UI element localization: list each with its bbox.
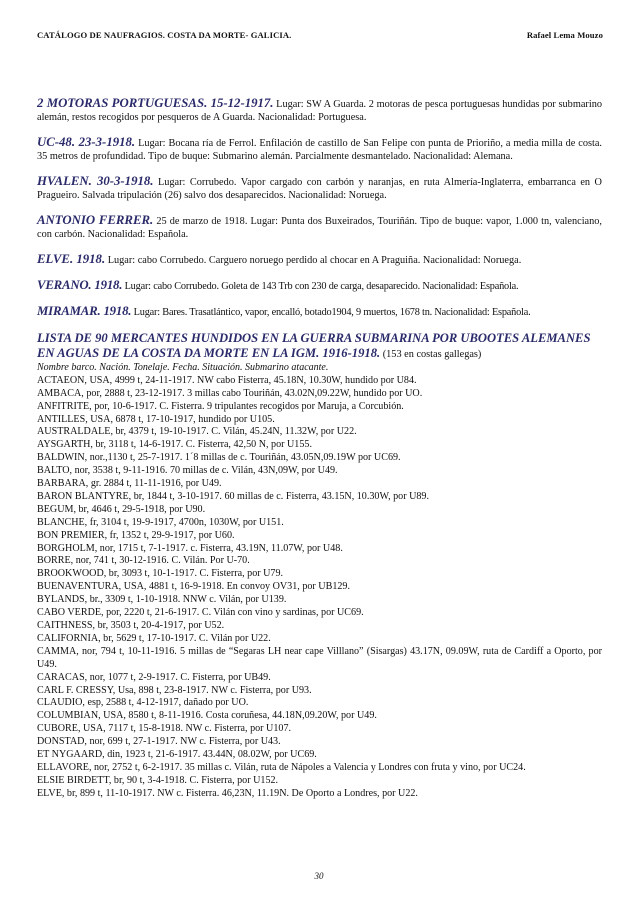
- list-item: ANTILLES, USA, 6878 t, 17-10-1917, hundido por U105.: [37, 413, 275, 425]
- ship-list: [37, 375, 602, 801]
- list-item: BUENAVENTURA, USA, 4881 t, 16-9-1918. En convoy OV31, por UB129.: [37, 581, 350, 593]
- list-item: COLUMBIAN, USA, 8580 t, 8-11-1916. Costa coruñesa, 44.18N,09.20W, por U49.: [37, 710, 377, 722]
- list-item: ACTAEON, USA, 4999 t, 24-11-1917. NW cabo Fisterra, 45.18N, 10.30W, hundido por U84.: [37, 374, 417, 386]
- list-item: CALIFORNIA, br, 5629 t, 17-10-1917. C. Vilán por U22.: [37, 632, 271, 644]
- list-item: BARON BLANTYRE, br, 1844 t, 3-10-1917. 60 millas de c. Fisterra, 43.15N, 10.30W, por U89.: [37, 490, 430, 502]
- list-item: BORGHOLM, nor, 1715 t, 7-1-1917. c. Fisterra, 43.19N, 11.07W, por U48.: [37, 542, 343, 554]
- list-title-text: LISTA DE 90 MERCANTES HUNDIDOS EN LA GUERRA SUBMARINA POR UBOOTES ALEMANES EN AGUAS DE LA COSTA DA MORTE EN LA IGM. 1916-1918.: [37, 331, 591, 360]
- list-item: CARACAS, nor, 1077 t, 2-9-1917. C. Fisterra, por UB49.: [37, 671, 271, 683]
- list-item: ET NYGAARD, din, 1923 t, 21-6-1917. 43.44N, 08.02W, por UC69.: [37, 749, 317, 761]
- list-item: CABO VERDE, por, 2220 t, 21-6-1917. C. Vilán con vino y sardinas, por UC69.: [37, 607, 364, 619]
- page-content: [37, 97, 602, 801]
- entry-body: Lugar: Bocana ría de Ferrol. Enfilación de castillo de San Felipe con punta de Prioriño, a media milla de costa. 35 metros de profundidad. Tipo de buque: Submarino alemán. Parcialmente desmantelado. Nacionalidad: Alemana.: [37, 138, 603, 162]
- list-item: DONSTAD, nor, 699 t, 27-1-1917. NW c. Fisterra, por U43.: [37, 736, 281, 748]
- entry-heading: 2 MOTORAS PORTUGUESAS. 15-12-1917.: [37, 96, 274, 110]
- list-title: [37, 331, 602, 362]
- list-item: CLAUDIO, esp, 2588 t, 4-12-1917, dañado por UO.: [37, 697, 249, 709]
- list-item: BORRE, nor, 741 t, 30-12-1916. C. Vilán. Por U-70.: [37, 555, 250, 567]
- list-item: AMBACA, por, 2888 t, 23-12-1917. 3 millas cabo Touriñán, 43.02N,09.22W, hundido por UO.: [37, 387, 423, 399]
- entry-heading: ANTONIO FERRER.: [37, 213, 154, 227]
- list-item: BLANCHE, fr, 3104 t, 19-9-1917, 4700n, 1030W, por U151.: [37, 516, 284, 528]
- list-item: ELSIE BIRDETT, br, 90 t, 3-4-1918. C. Fisterra, por U152.: [37, 774, 279, 786]
- list-item: BROOKWOOD, br, 3093 t, 10-1-1917. C. Fisterra, por U79.: [37, 568, 284, 580]
- list-item: ANFITRITE, por, 10-6-1917. C. Fisterra. 9 tripulantes recogidos por Maruja, a Corcubión.: [37, 400, 404, 412]
- list-item: BEGUM, br, 4646 t, 29-5-1918, por U90.: [37, 503, 206, 515]
- shipwreck-entry: [37, 305, 602, 319]
- entry-heading: UC-48. 23-3-1918.: [37, 135, 136, 149]
- entry-heading: HVALEN. 30-3-1918.: [37, 174, 154, 188]
- list-item: BARBARA, gr. 2884 t, 11-11-1916, por U49.: [37, 478, 222, 490]
- list-item: BYLANDS, br., 3309 t, 1-10-1918. NNW c. Vilán, por U139.: [37, 594, 287, 606]
- shipwreck-entry: [37, 214, 602, 241]
- shipwreck-entry: [37, 279, 602, 293]
- entry-body: Lugar: cabo Corrubedo. Carguero noruego perdido al chocar en A Praguiña. Nacionalidad: Noruega.: [105, 255, 522, 266]
- page-number: 30: [314, 871, 324, 881]
- entry-heading: VERANO. 1918.: [37, 278, 123, 292]
- list-item: CUBORE, USA, 7117 t, 15-8-1918. NW c. Fisterra, por U107.: [37, 723, 292, 735]
- shipwreck-entry: [37, 175, 602, 202]
- shipwreck-entry: [37, 97, 602, 124]
- list-item: BALTO, nor, 3538 t, 9-11-1916. 70 millas de c. Vilán, 43N,09W, por U49.: [37, 465, 338, 477]
- list-title-note: (153 en costas gallegas): [380, 349, 482, 360]
- list-item: CAMMA, nor, 794 t, 10-11-1916. 5 millas de “Segaras LH near cape Villlano” (Sisargas) 43.17N, 09.09W, ruta de Cardiff a Oporto, por U49.: [37, 645, 602, 670]
- list-item: AYSGARTH, br, 3118 t, 14-6-1917. C. Fisterra, 42,50 N, por U155.: [37, 439, 312, 451]
- entry-heading: ELVE. 1918.: [37, 252, 106, 266]
- header-title: CATÁLOGO DE NAUFRAGIOS. COSTA DA MORTE- GALICIA.: [37, 30, 292, 40]
- shipwreck-entry: [37, 136, 602, 163]
- header-author: Rafael Lema Mouzo: [526, 30, 603, 40]
- list-item: ELVE, br, 899 t, 11-10-1917. NW c. Fisterra. 46,23N, 11.19N. De Oporto a Londres, por U22.: [37, 787, 418, 799]
- merchant-list-section: [37, 331, 602, 801]
- list-item: ELLAVORE, nor, 2752 t, 6-2-1917. 35 millas c. Vilán, ruta de Nápoles a Valencia y Londres con fruta y vino, por UC24.: [37, 761, 526, 773]
- list-item: CARL F. CRESSY, Usa, 898 t, 23-8-1917. NW c. Fisterra, por U93.: [37, 684, 312, 696]
- entry-body: Lugar: Bares. Trasatlántico, vapor, encalló, botado1904, 9 muertos, 1678 tn. Nacionalidad: Española.: [131, 307, 531, 318]
- list-item: CAITHNESS, br, 3503 t, 20-4-1917, por U52.: [37, 620, 225, 632]
- list-item: BALDWIN, nor.,1130 t, 25-7-1917. 1´8 millas de c. Touriñán, 43.05N,09.19W por UC69.: [37, 452, 401, 464]
- entry-body: 25 de marzo de 1918. Lugar: Punta dos Buxeirados, Touriñán. Tipo de buque: vapor, 1.000 tn, valenciano, con carbón. Nacionalidad: Española.: [37, 216, 602, 240]
- entry-body: Lugar: Corrubedo. Vapor cargado con carbón y naranjas, en ruta Almería-Inglaterra, embarranca en O Pragueiro. Salvada tripulación (26) salvo dos desaparecidos. Nacionalidad: Noruega.: [37, 177, 602, 201]
- entry-body: Lugar: SW A Guarda. 2 motoras de pesca portuguesas hundidas por submarino alemán, restos recogidos por pesqueros de A Guarda. Nacionalidad: Portuguesa.: [37, 99, 602, 123]
- entry-heading: MIRAMAR. 1918.: [37, 304, 132, 318]
- shipwreck-entry: [37, 253, 602, 267]
- page-header: [37, 30, 603, 44]
- shipwreck-entries: [37, 97, 602, 319]
- list-item: BON PREMIER, fr, 1352 t, 29-9-1917, por U60.: [37, 529, 235, 541]
- entry-body: Lugar: cabo Corrubedo. Goleta de 143 Trb con 230 de carga, desaparecido. Nacionalidad: Española.: [122, 281, 519, 292]
- list-subtitle: Nombre barco. Nación. Tonelaje. Fecha. Situación. Submarino atacante.: [37, 362, 329, 373]
- list-item: AUSTRALDALE, br, 4379 t, 19-10-1917. C. Vilán, 45.24N, 11.32W, por U22.: [37, 426, 357, 438]
